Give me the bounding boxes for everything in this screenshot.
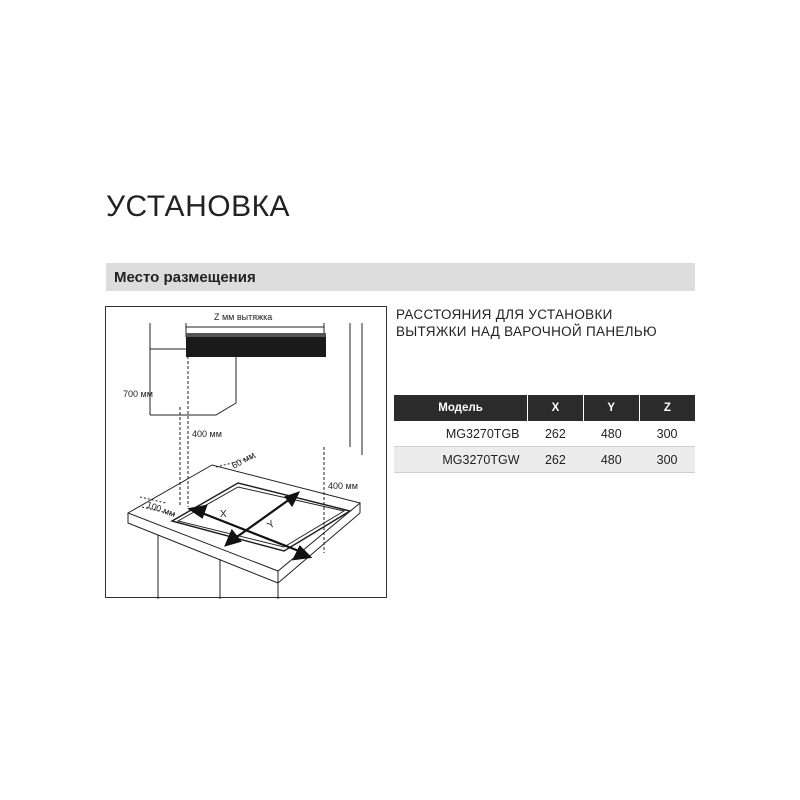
header-z: Z: [639, 395, 695, 421]
label-x: X: [220, 509, 227, 520]
x-arrow-head-left: [190, 506, 206, 517]
hood-body: [186, 335, 326, 357]
cell-z: 300: [639, 447, 695, 473]
section-header-bar: [106, 263, 695, 291]
header-y: Y: [583, 395, 639, 421]
cell-y: 480: [583, 447, 639, 473]
cell-z: 300: [639, 421, 695, 447]
label-400-left: 400 мм: [192, 429, 222, 439]
label-400-right: 400 мм: [328, 481, 358, 491]
installation-diagram: [105, 306, 387, 598]
page-title: УСТАНОВКА: [106, 190, 291, 223]
header-x: X: [528, 395, 584, 421]
label-100: 100 мм: [145, 499, 177, 520]
y-arrow-line: [234, 499, 290, 539]
countertop-top: [128, 465, 360, 571]
cell-x: 262: [528, 421, 584, 447]
dimensions-table: [394, 395, 695, 473]
installation-drawing: [106, 307, 388, 599]
cell-x: 262: [528, 447, 584, 473]
hood-top: [186, 333, 326, 337]
cell-y: 480: [583, 421, 639, 447]
label-z: Z мм вытяжка: [214, 312, 273, 322]
label-60: 60 мм: [230, 449, 257, 471]
table-row: [394, 421, 695, 447]
table-row: [394, 447, 695, 473]
hood-distance-heading: [396, 306, 657, 340]
heading-line-2: ВЫТЯЖКИ НАД ВАРОЧНОЙ ПАНЕЛЬЮ: [396, 324, 657, 339]
upper-cabinet-left: [150, 349, 236, 415]
cell-model: MG3270TGW: [394, 447, 528, 473]
table-header-row: [394, 395, 695, 421]
label-y: Y: [265, 518, 278, 532]
label-700: 700 мм: [123, 389, 153, 399]
heading-line-1: РАССТОЯНИЯ ДЛЯ УСТАНОВКИ: [396, 307, 613, 322]
header-model: Модель: [394, 395, 528, 421]
x-arrow-head-right: [294, 547, 310, 559]
section-title: Место размещения: [114, 269, 256, 286]
cell-model: MG3270TGB: [394, 421, 528, 447]
